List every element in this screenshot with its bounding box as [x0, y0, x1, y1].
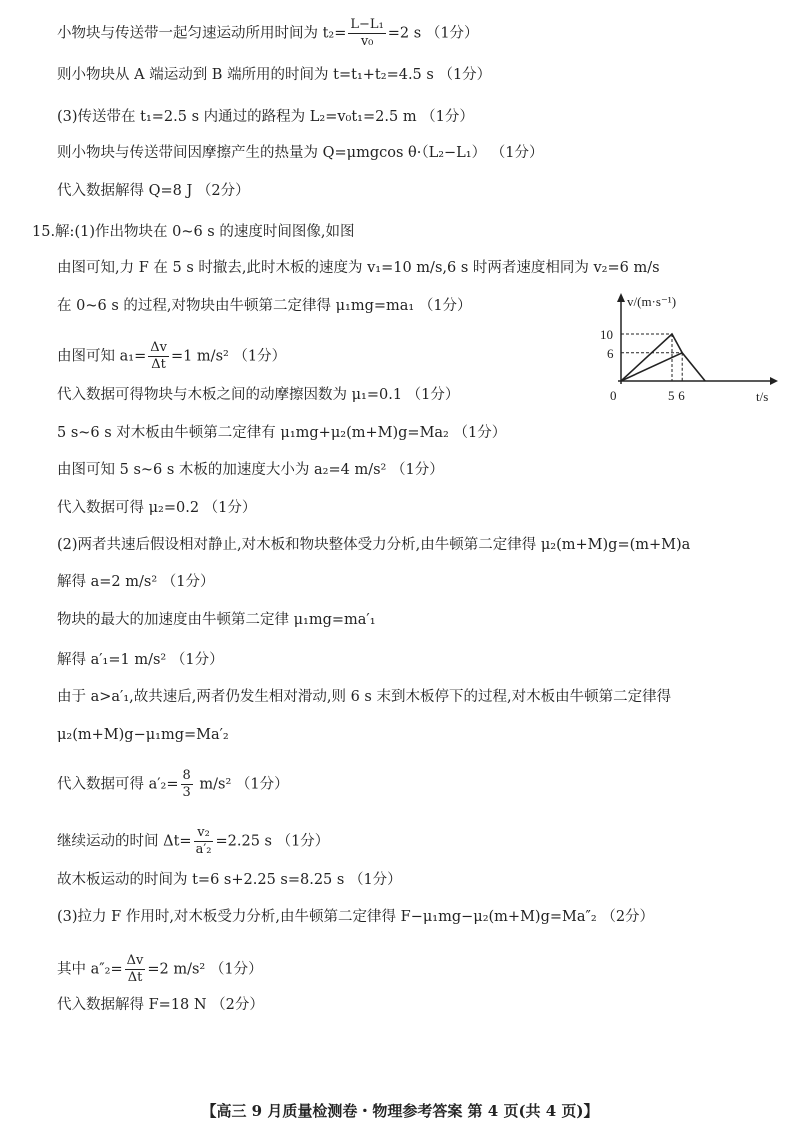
- text-line: [57, 258, 660, 278]
- text-line: [57, 423, 506, 443]
- text-line: [57, 953, 263, 986]
- text-segment: 代入数据可得 a′₂=: [57, 776, 179, 793]
- text-segment: 解得 a′₁=1 m/s² （1分）: [57, 652, 224, 668]
- text-segment: 物块的最大的加速度由牛顿第二定律 μ₁mg=ma′₁: [57, 612, 376, 628]
- text-segment: 由图可知 a₁=: [57, 348, 147, 365]
- text-segment: 在 0~6 s 的过程,对物块由牛顿第二定律得 μ₁mg=ma₁ （1分）: [57, 298, 472, 314]
- text-segment: m/s² （1分）: [194, 776, 289, 793]
- text-line: [57, 17, 479, 50]
- x-axis-arrow-icon: [770, 377, 778, 385]
- text-segment: μ₂(m+M)g−μ₁mg=Ma′₂: [57, 727, 229, 743]
- fraction-numerator: L−L₁: [350, 17, 384, 32]
- x-tick-label: 5: [668, 388, 675, 403]
- text-segment: 其中 a″₂=: [57, 961, 123, 978]
- text-segment: =2 s （1分）: [387, 25, 479, 42]
- text-line: [57, 340, 286, 373]
- text-line: [57, 825, 329, 858]
- text-segment: 5 s~6 s 对木板由牛顿第二定律有 μ₁mg+μ₂(m+M)g=Ma₂ （1分）: [57, 425, 507, 441]
- fraction: [125, 953, 146, 986]
- y-tick-label: 10: [600, 327, 613, 342]
- series-line-1: [621, 353, 682, 381]
- fraction-denominator: v₀: [360, 34, 374, 49]
- text-segment: 则小物块从 A 端运动到 B 端所用的时间为 t=t₁+t₂=4.5 s （1分）: [57, 67, 492, 83]
- fraction-numerator: Δv: [126, 953, 144, 968]
- text-line: [57, 498, 256, 518]
- text-segment: 由图可知 5 s~6 s 木板的加速度大小为 a₂=4 m/s² （1分）: [57, 462, 444, 478]
- text-segment: 由图可知,力 F 在 5 s 时撤去,此时木板的速度为 v₁=10 m/s,6 s 时两者速度相同为 v₂=6 m/s: [57, 260, 660, 276]
- text-segment: 由于 a>a′₁,故共速后,两者仍发生相对滑动,则 6 s 末到木板停下的过程,对木板由牛顿第二定律得: [57, 689, 672, 705]
- x-tick-label: 6: [678, 388, 685, 403]
- text-line: [57, 610, 376, 630]
- text-segment: 代入数据解得 Q=8 J （2分）: [57, 183, 250, 199]
- fraction-numerator: 8: [182, 768, 191, 783]
- text-line: [57, 460, 444, 480]
- text-line: [57, 385, 459, 405]
- series-line-0: [621, 334, 705, 381]
- text-segment: 15.解:(1)作出物块在 0~6 s 的速度时间图像,如图: [32, 224, 355, 240]
- text-segment: 则小物块与传送带间因摩擦产生的热量为 Q=μmgcos θ·（L₂−L₁） （1分）: [57, 145, 544, 161]
- text-line: [57, 143, 543, 163]
- text-line: [57, 687, 671, 707]
- y-axis-arrow-icon: [617, 293, 625, 302]
- text-segment: (2)两者共速后假设相对静止,对木板和物块整体受力分析,由牛顿第二定律得 μ₂(m+M)g=(m+M)a: [57, 537, 691, 553]
- fraction: [348, 17, 385, 50]
- x-axis-label: t/s: [756, 389, 769, 404]
- text-segment: 代入数据可得物块与木板之间的动摩擦因数为 μ₁=0.1 （1分）: [57, 387, 460, 403]
- text-line: [32, 222, 354, 242]
- text-segment: =2 m/s² （1分）: [147, 961, 263, 978]
- text-segment: =2.25 s （1分）: [215, 833, 330, 850]
- text-line: [57, 296, 472, 316]
- fraction: [194, 825, 214, 858]
- page-footer: 【高三 9 月质量检测卷・物理参考答案 第 4 页(共 4 页)】: [201, 1102, 599, 1120]
- text-line: [57, 650, 224, 670]
- text-line: [57, 535, 690, 555]
- text-segment: =1 m/s² （1分）: [170, 348, 287, 365]
- fraction-denominator: Δt: [127, 970, 143, 985]
- fraction: [148, 340, 169, 373]
- fraction-denominator: a′₂: [195, 842, 212, 857]
- text-segment: 故木板运动的时间为 t=6 s+2.25 s=8.25 s （1分）: [57, 872, 402, 888]
- text-segment: (3)传送带在 t₁=2.5 s 内通过的路程为 L₂=v₀t₁=2.5 m （1分）: [57, 109, 474, 125]
- fraction-denominator: Δt: [151, 357, 166, 372]
- text-line: [57, 995, 264, 1015]
- text-line: [57, 768, 289, 801]
- text-line: [57, 572, 214, 592]
- text-line: [57, 181, 250, 201]
- velocity-time-graph: [590, 290, 780, 410]
- text-segment: 代入数据可得 μ₂=0.2 （1分）: [57, 500, 257, 516]
- y-axis-label: v/(m·s⁻¹): [627, 294, 677, 309]
- fraction: [181, 768, 193, 801]
- text-segment: 继续运动的时间 Δt=: [57, 833, 192, 850]
- text-line: [57, 907, 654, 927]
- text-segment: (3)拉力 F 作用时,对木板受力分析,由牛顿第二定律得 F−μ₁mg−μ₂(m+M)g=Ma″₂ （2分）: [57, 909, 655, 925]
- y-tick-label: 6: [607, 345, 614, 361]
- text-line: [57, 107, 474, 127]
- text-segment: 代入数据解得 F=18 N （2分）: [57, 997, 264, 1013]
- origin-label: 0: [610, 388, 617, 403]
- text-segment: 解得 a=2 m/s² （1分）: [57, 574, 215, 590]
- text-line: [57, 65, 491, 85]
- text-line: [57, 725, 229, 745]
- text-line: [57, 870, 402, 890]
- fraction-numerator: v₂: [194, 825, 214, 842]
- fraction-denominator: 3: [182, 785, 191, 800]
- text-segment: 小物块与传送带一起匀速运动所用时间为 t₂=: [57, 25, 347, 42]
- fraction-numerator: Δv: [150, 340, 167, 355]
